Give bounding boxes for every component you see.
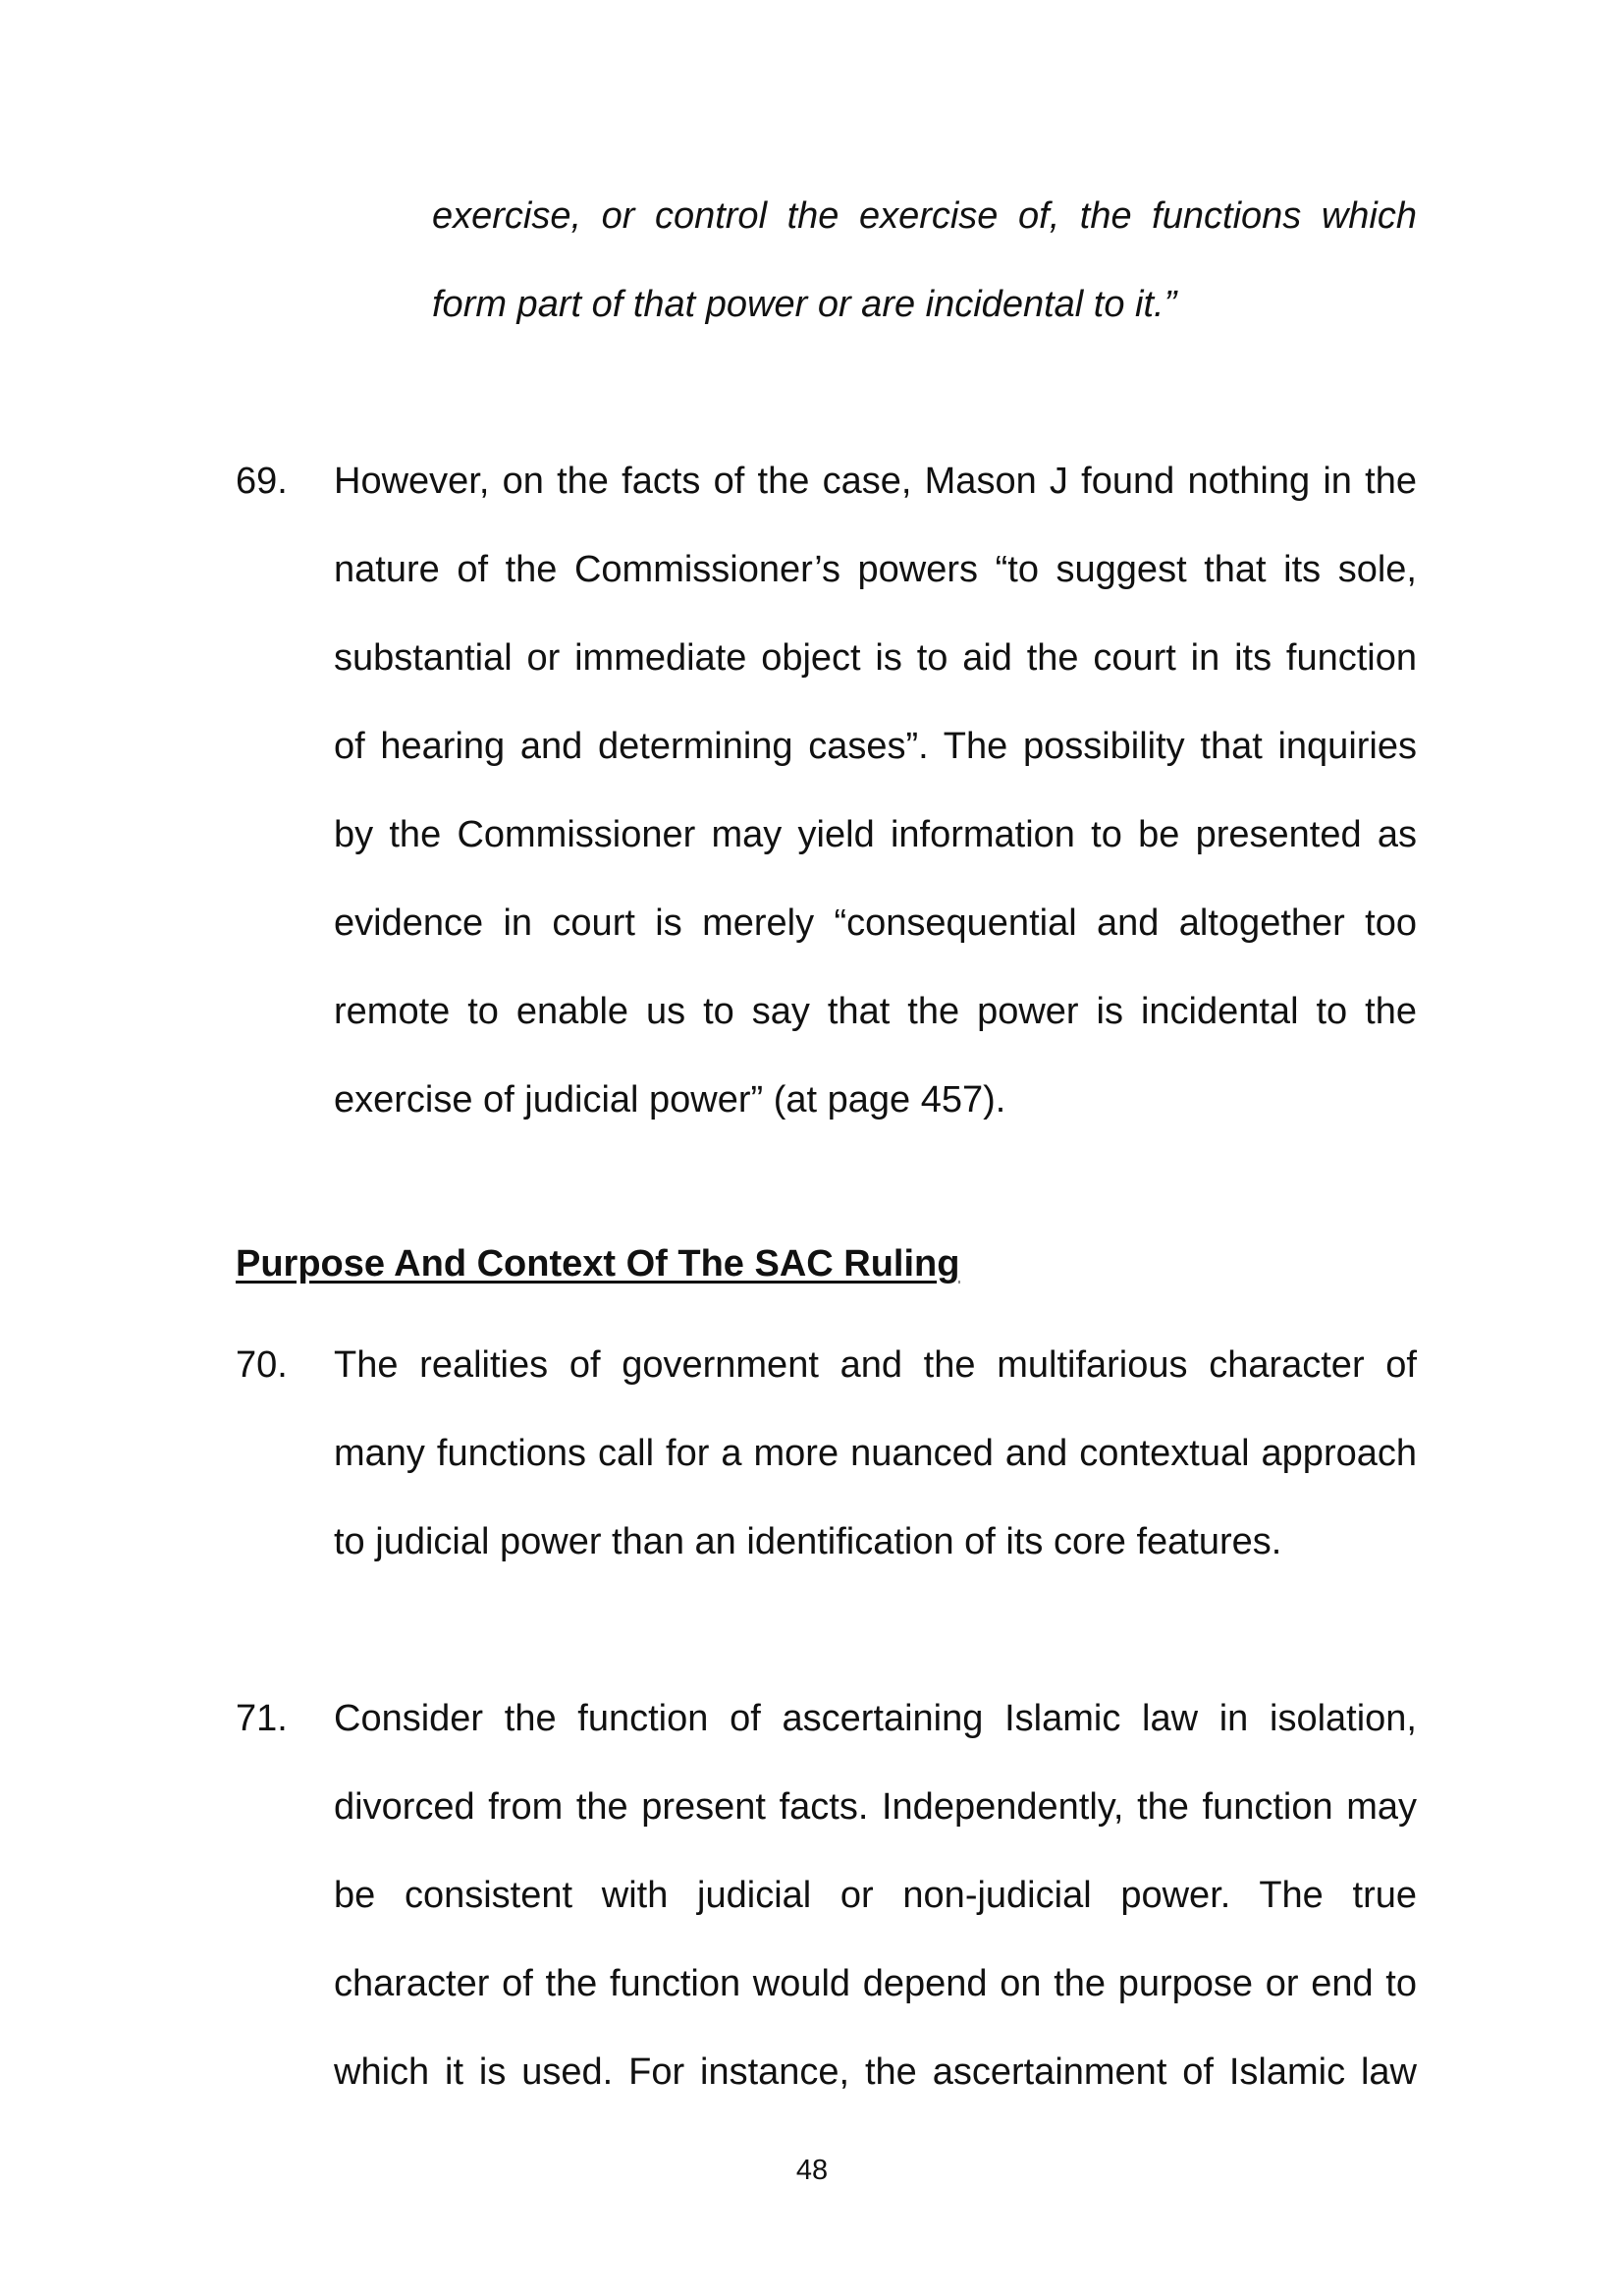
paragraph-line: However, on the facts of the case, Mason J found nothing in the: [334, 461, 1417, 502]
paragraph-line: divorced from the present facts. Independently, the function may: [334, 1786, 1417, 1828]
paragraph-line: exercise of judicial power” (at page 457).: [334, 1079, 1006, 1121]
quote-line: exercise, or control the exercise of, the functions which: [432, 195, 1417, 237]
paragraph-line: remote to enable us to say that the power is incidental to the: [334, 991, 1417, 1032]
paragraph-line: nature of the Commissioner’s powers “to suggest that its sole,: [334, 549, 1417, 590]
paragraph-line: many functions call for a more nuanced and contextual approach: [334, 1433, 1417, 1474]
paragraph-line: Consider the function of ascertaining Islamic law in isolation,: [334, 1698, 1417, 1739]
paragraph-line: The realities of government and the multifarious character of: [334, 1344, 1417, 1386]
quote-line: form part of that power or are incidental to it.”: [432, 284, 1177, 325]
section-heading: Purpose And Context Of The SAC Ruling: [236, 1243, 960, 1285]
paragraph-number: 70.: [236, 1344, 288, 1386]
paragraph-line: character of the function would depend on the purpose or end to: [334, 1963, 1417, 2004]
paragraph-line: by the Commissioner may yield information to be presented as: [334, 814, 1417, 855]
paragraph-line: substantial or immediate object is to aid the court in its function: [334, 637, 1417, 679]
paragraph-line: to judicial power than an identification of its core features.: [334, 1521, 1282, 1562]
paragraph-line: evidence in court is merely “consequential and altogether too: [334, 902, 1417, 944]
paragraph-number: 69.: [236, 461, 288, 502]
page-number: 48: [795, 2155, 829, 2186]
paragraph-line: of hearing and determining cases”. The possibility that inquiries: [334, 726, 1417, 767]
paragraph-line: which it is used. For instance, the ascertainment of Islamic law: [334, 2051, 1417, 2093]
paragraph-line: be consistent with judicial or non-judicial power. The true: [334, 1875, 1417, 1916]
paragraph-number: 71.: [236, 1698, 288, 1739]
